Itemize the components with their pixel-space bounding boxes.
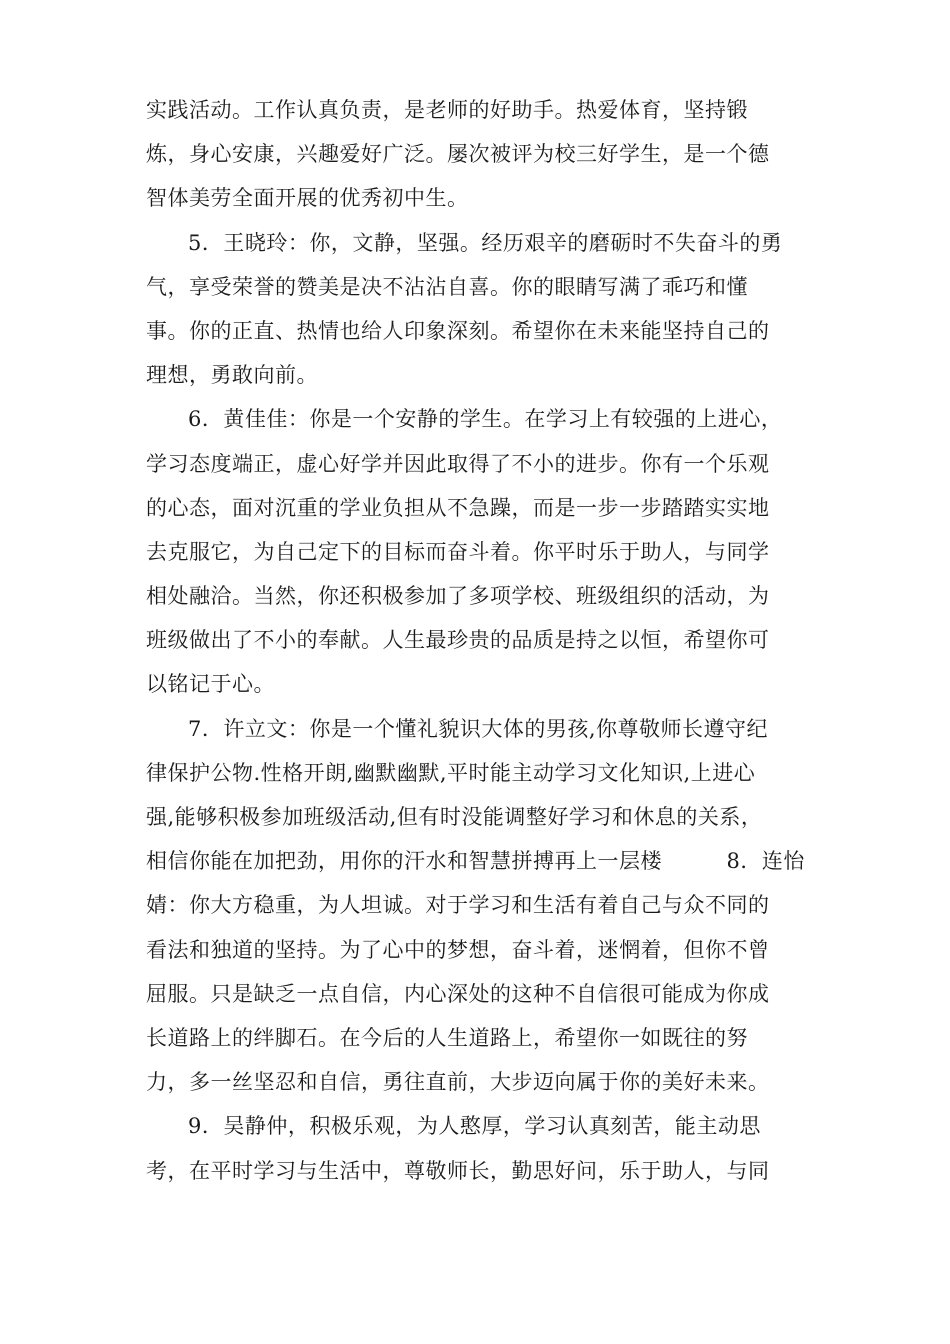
text-line: 相信你能在加把劲，用你的汗水和智慧拼搏再上一层楼 8．连怡 bbox=[146, 849, 805, 874]
text-line: 6．黄佳佳：你是一个安静的学生。在学习上有较强的上进心， bbox=[188, 407, 783, 432]
text-line: 智体美劳全面开展的优秀初中生。 bbox=[146, 186, 469, 211]
text-line: 去克服它，为自己定下的目标而奋斗着。你平时乐于助人，与同学 bbox=[146, 539, 770, 564]
text-line: 炼，身心安康，兴趣爱好广泛。屡次被评为校三好学生，是一个德 bbox=[146, 142, 770, 167]
text-line: 律保护公物.性格开朗,幽默幽默,平时能主动学习文化知识,上进心 bbox=[146, 760, 756, 785]
text-line: 婧：你大方稳重，为人坦诚。对于学习和生活有着自己与众不同的 bbox=[146, 893, 770, 918]
text-line: 考，在平时学习与生活中，尊敬师长，勤思好问，乐于助人，与同 bbox=[146, 1158, 770, 1183]
text-line: 气，享受荣誉的赞美是决不沾沾自喜。你的眼睛写满了乖巧和懂 bbox=[146, 274, 748, 299]
document-body bbox=[146, 88, 810, 1193]
text-line: 看法和独道的坚持。为了心中的梦想，奋斗着，迷惘着，但你不曾 bbox=[146, 937, 770, 962]
text-line: 理想，勇敢向前。 bbox=[146, 363, 318, 388]
text-line: 9．吴静仲，积极乐观，为人憨厚，学习认真刻苦，能主动思 bbox=[188, 1114, 761, 1139]
text-line: 实践活动。工作认真负责，是老师的好助手。热爱体育，坚持锻 bbox=[146, 98, 748, 122]
text-line: 的心态，面对沉重的学业负担从不急躁，而是一步一步踏踏实实地 bbox=[146, 495, 770, 520]
text-line: 班级做出了不小的奉献。人生最珍贵的品质是持之以恒，希望你可 bbox=[146, 628, 770, 653]
text-line: 5．王晓玲：你，文静，坚强。经历艰辛的磨砺时不失奋斗的勇 bbox=[188, 230, 783, 255]
text-line: 强,能够积极参加班级活动,但有时没能调整好学习和休息的关系， bbox=[146, 805, 763, 829]
text-line: 7．许立文：你是一个懂礼貌识大体的男孩,你尊敬师长遵守纪 bbox=[188, 716, 769, 741]
text-line: 力，多一丝坚忍和自信，勇往直前，大步迈向属于你的美好未来。 bbox=[146, 1070, 770, 1095]
text-line: 以铭记于心。 bbox=[146, 672, 275, 697]
text-line: 长道路上的绊脚石。在今后的人生道路上，希望你一如既往的努 bbox=[146, 1025, 748, 1050]
text-line: 学习态度端正，虚心好学并因此取得了不小的进步。你有一个乐观 bbox=[146, 451, 770, 476]
text-line: 屈服。只是缺乏一点自信，内心深处的这种不自信很可能成为你成 bbox=[146, 981, 770, 1006]
text-line: 相处融洽。当然，你还积极参加了多项学校、班级组织的活动，为 bbox=[146, 584, 770, 609]
text-line: 事。你的正直、热情也给人印象深刻。希望你在未来能坚持自己的 bbox=[146, 318, 770, 343]
